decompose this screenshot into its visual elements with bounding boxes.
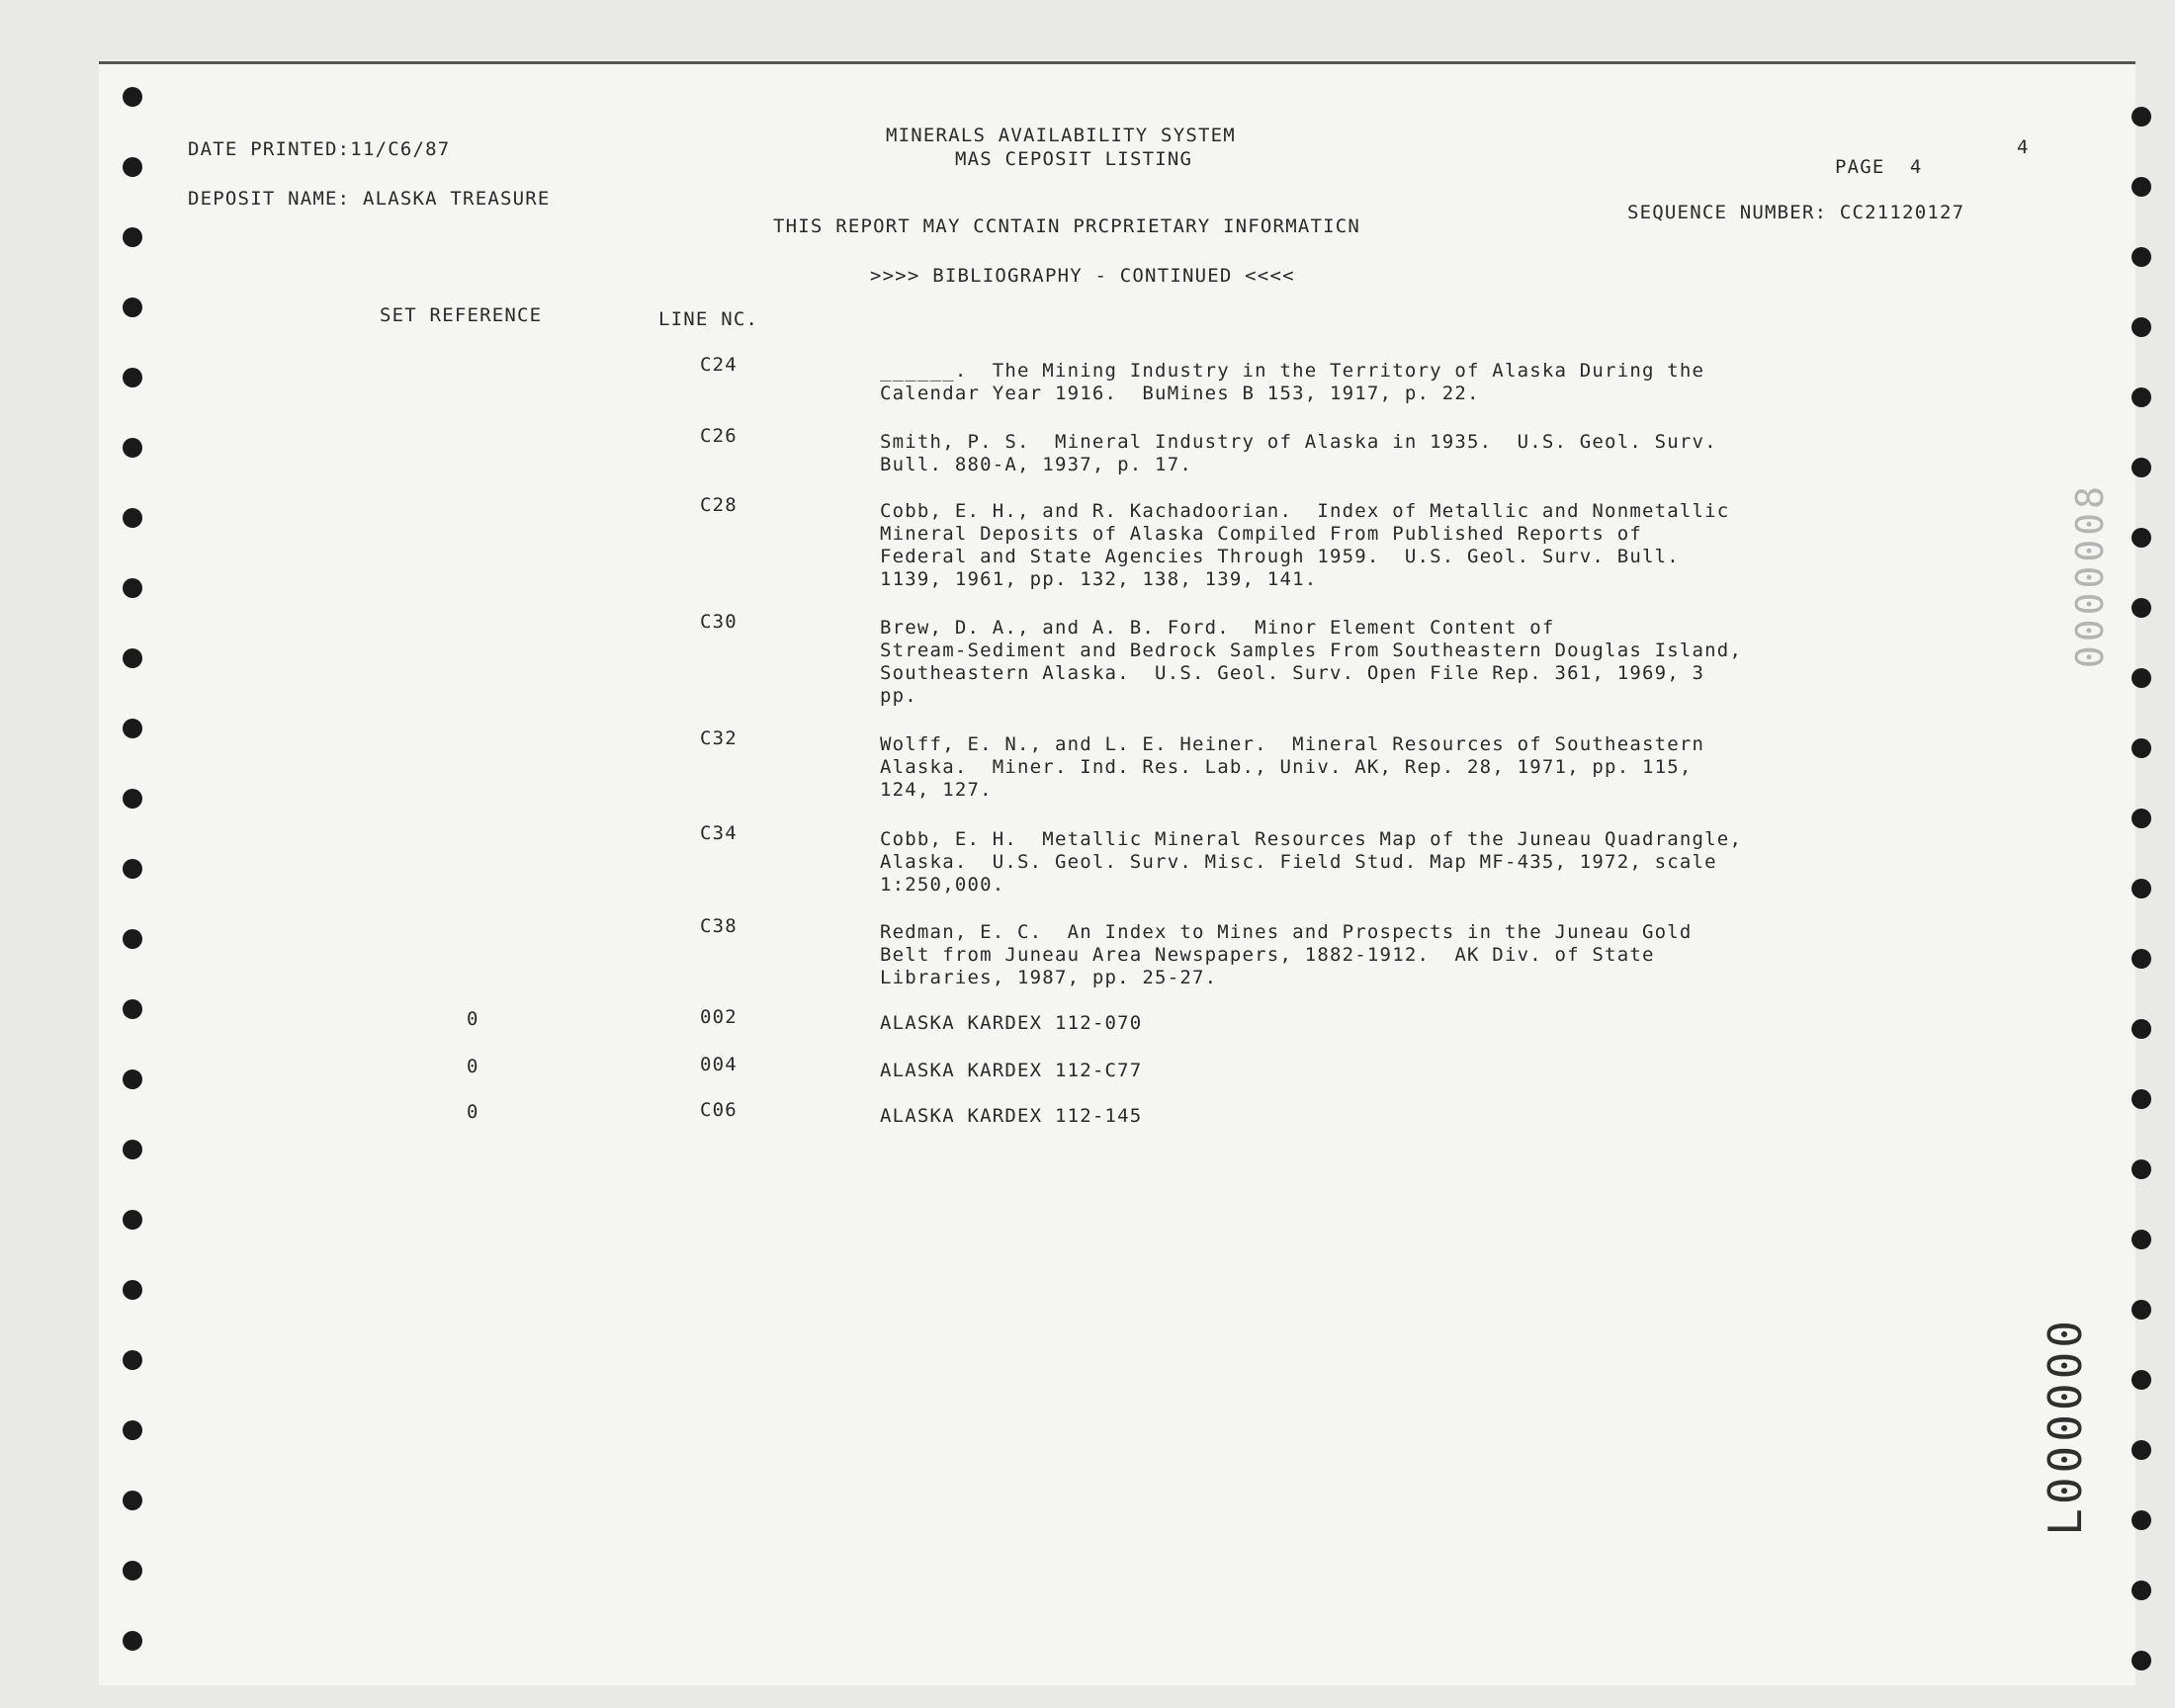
feed-hole [123, 438, 142, 458]
feed-hole [123, 1280, 142, 1300]
date-printed: DATE PRINTED:11/C6/87 [188, 138, 451, 160]
feed-hole [123, 1140, 142, 1159]
citation-line: pp. [880, 685, 917, 707]
page-label: PAGE 4 [1835, 156, 1923, 178]
entry-citation [880, 617, 1742, 708]
entry-set-reference: 0 [467, 1008, 479, 1030]
feed-hole [2132, 598, 2151, 618]
feed-hole [2132, 387, 2151, 407]
feed-hole [123, 1210, 142, 1230]
feed-hole [2132, 1580, 2151, 1600]
entry-line-number: C34 [700, 822, 738, 844]
feed-hole [2132, 1440, 2151, 1460]
citation-line: Libraries, 1987, pp. 25-27. [880, 967, 1218, 988]
entry-set-reference: 0 [467, 1101, 479, 1123]
citation-line: Redman, E. C. An Index to Mines and Prospects in the Juneau Gold [880, 921, 1693, 943]
column-header-set-reference: SET REFERENCE [380, 304, 543, 326]
citation-line: Bull. 880-A, 1937, p. 17. [880, 454, 1192, 475]
citation-line: Alaska. U.S. Geol. Surv. Misc. Field Stud. Map MF-435, 1972, scale [880, 851, 1717, 873]
feed-hole [2132, 107, 2151, 127]
entry-citation [880, 1105, 1142, 1128]
feed-hole [123, 719, 142, 738]
feed-hole [2132, 809, 2151, 828]
entry-citation [880, 921, 1693, 989]
feed-hole [2132, 317, 2151, 337]
feed-hole [123, 1631, 142, 1651]
entry-line-number: C38 [700, 915, 738, 937]
citation-line: 1139, 1961, pp. 132, 138, 139, 141. [880, 568, 1318, 590]
feed-hole [2132, 177, 2151, 197]
feed-hole [123, 227, 142, 247]
entry-line-number: C28 [700, 494, 738, 516]
feed-hole [123, 1420, 142, 1440]
entry-citation [880, 828, 1742, 897]
entry-citation [880, 733, 1704, 802]
feed-hole [2132, 247, 2151, 267]
entry-line-number: C06 [700, 1099, 738, 1121]
feed-hole [2132, 458, 2151, 477]
entry-citation [880, 1012, 1142, 1035]
citation-line: Southeastern Alaska. U.S. Geol. Surv. Open File Rep. 361, 1969, 3 [880, 662, 1705, 684]
citation-line: Alaska. Miner. Ind. Res. Lab., Univ. AK, Rep. 28, 1971, pp. 115, [880, 756, 1693, 778]
listing-title: MAS CEPOSIT LISTING [955, 148, 1193, 170]
citation-line: 1:250,000. [880, 874, 1005, 896]
citation-line: Cobb, E. H. Metallic Mineral Resources Map of the Juneau Quadrangle, [880, 828, 1743, 850]
feed-hole [123, 1491, 142, 1510]
feed-hole [123, 508, 142, 528]
entry-citation [880, 360, 1704, 405]
entry-set-reference: 0 [467, 1056, 479, 1077]
entry-line-number: 002 [700, 1006, 738, 1028]
feed-hole [123, 1350, 142, 1370]
entry-citation [880, 431, 1717, 476]
citation-line: 124, 127. [880, 779, 993, 801]
proprietary-notice: THIS REPORT MAY CCNTAIN PRCPRIETARY INFORMATICN [773, 215, 1361, 237]
citation-line: Calendar Year 1916. BuMines B 153, 1917, p. 22. [880, 383, 1480, 404]
system-title: MINERALS AVAILABILITY SYSTEM [886, 125, 1236, 146]
feed-hole [2132, 1510, 2151, 1530]
feed-hole [2132, 1651, 2151, 1670]
feed-hole [2132, 738, 2151, 758]
feed-hole [123, 1561, 142, 1580]
entry-citation [880, 500, 1729, 591]
feed-hole [2132, 1300, 2151, 1320]
citation-line: Cobb, E. H., and R. Kachadoorian. Index of Metallic and Nonmetallic [880, 500, 1730, 522]
citation-line: Belt from Juneau Area Newspapers, 1882-1912. AK Div. of State [880, 944, 1655, 966]
feed-hole [123, 578, 142, 598]
feed-hole [2132, 1230, 2151, 1249]
citation-line: ALASKA KARDEX 112-C77 [880, 1060, 1143, 1081]
corner-page-number: 4 [2017, 136, 2030, 158]
entry-line-number: C32 [700, 727, 738, 749]
feed-hole [2132, 668, 2151, 688]
citation-line: ______. The Mining Industry in the Territory of Alaska During the [880, 360, 1705, 382]
sequence-number: SEQUENCE NUMBER: CC21120127 [1627, 202, 1965, 223]
margin-stamp-upper: 0000008 [2068, 482, 2112, 669]
feed-hole [123, 157, 142, 177]
citation-line: ALASKA KARDEX 112-070 [880, 1012, 1143, 1034]
feed-hole [2132, 949, 2151, 969]
feed-hole [2132, 1089, 2151, 1109]
citation-line: Federal and State Agencies Through 1959. U.S. Geol. Surv. Bull. [880, 546, 1680, 567]
feed-hole [123, 789, 142, 809]
entry-line-number: C26 [700, 425, 738, 447]
feed-hole [123, 1069, 142, 1089]
feed-hole [123, 648, 142, 668]
citation-line: Brew, D. A., and A. B. Ford. Minor Element Content of [880, 617, 1555, 639]
feed-hole [2132, 1370, 2151, 1390]
citation-line: Smith, P. S. Mineral Industry of Alaska in 1935. U.S. Geol. Surv. [880, 431, 1717, 453]
feed-hole [2132, 1019, 2151, 1039]
column-header-line-no: LINE NC. [658, 308, 759, 330]
section-title: >>>> BIBLIOGRAPHY - CONTINUED <<<< [870, 265, 1295, 287]
entry-line-number: 004 [700, 1054, 738, 1075]
feed-hole [123, 298, 142, 317]
feed-hole [123, 87, 142, 107]
citation-line: ALASKA KARDEX 112-145 [880, 1105, 1143, 1127]
feed-hole [123, 929, 142, 949]
deposit-name: DEPOSIT NAME: ALASKA TREASURE [188, 188, 551, 210]
entry-line-number: C24 [700, 354, 738, 376]
feed-hole [2132, 528, 2151, 548]
feed-hole [123, 368, 142, 387]
citation-line: Wolff, E. N., and L. E. Heiner. Mineral Resources of Southeastern [880, 733, 1705, 755]
feed-hole [2132, 1159, 2151, 1179]
feed-hole [123, 859, 142, 879]
citation-line: Mineral Deposits of Alaska Compiled From Published Reports of [880, 523, 1642, 545]
entry-citation [880, 1060, 1142, 1082]
margin-stamp-lower: L000000 [2039, 1317, 2092, 1536]
feed-hole [123, 999, 142, 1019]
entry-line-number: C30 [700, 611, 738, 633]
citation-line: Stream-Sediment and Bedrock Samples From Southeastern Douglas Island, [880, 640, 1743, 661]
feed-hole [2132, 879, 2151, 898]
